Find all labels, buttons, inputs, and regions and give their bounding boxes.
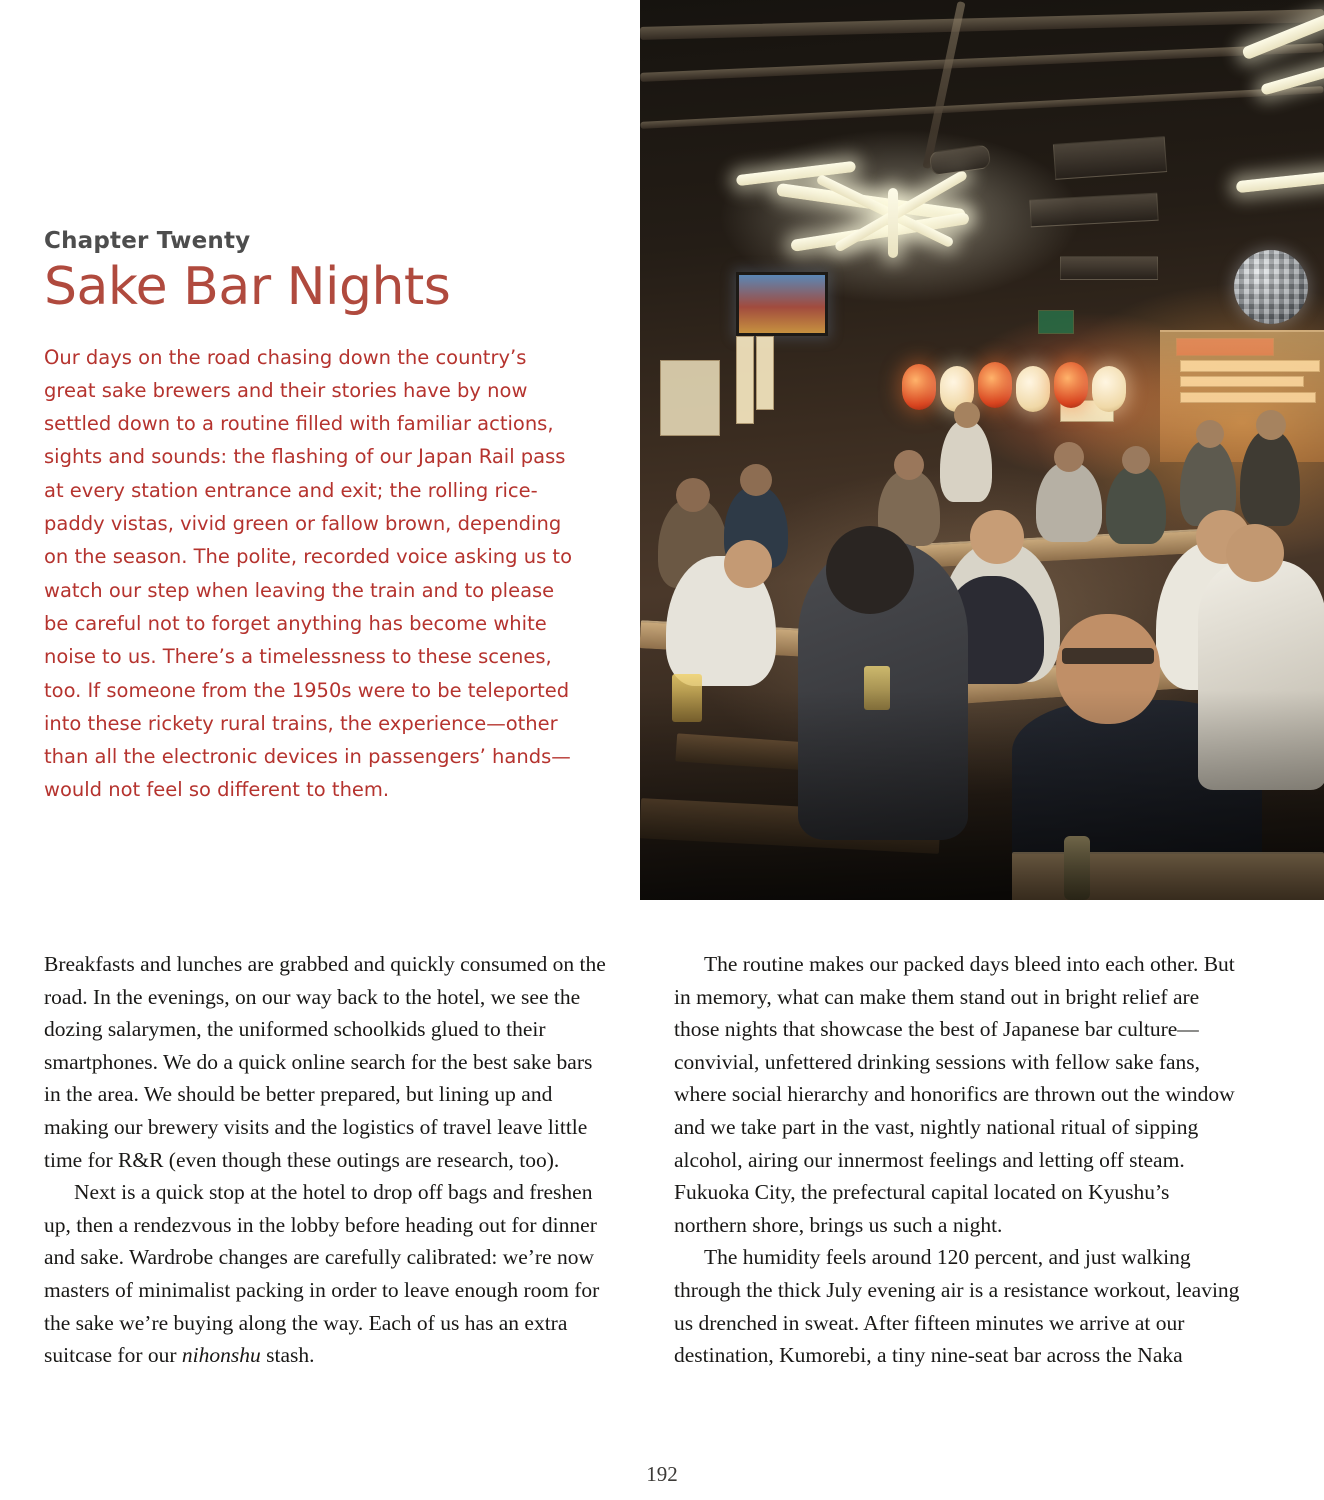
seated-patron	[1106, 466, 1166, 544]
paper-lantern	[1054, 362, 1088, 408]
chapter-label: Chapter Twenty	[44, 228, 251, 254]
body-text	[44, 948, 1280, 1372]
left-text-column	[44, 948, 612, 1372]
stall-signboard	[736, 336, 754, 424]
tv-monitor	[736, 272, 828, 336]
paper-lantern	[1092, 366, 1126, 412]
paper-lantern	[978, 362, 1012, 408]
chapter-lede-paragraph: Our days on the road chasing down the country’s great sake brewers and their stories have by now settled down to a routine filled with familiar actions, sights and sounds: the flashing of our Japan Rail pass at every station entrance and exit; the rolling rice-paddy vistas, vivid green or fallow brown, depending on the season. The polite, recorded voice asking us to watch our step when leaving the train and to please be careful not to forget anything has become white noise to us. There’s a timelessness to these scenes, too. If someone from the 1950s were to be teleported into these rickety rural trains, the experience—other than all the electronic devices in passengers’ hands—would not feel so different to them.	[44, 345, 573, 802]
photo-vignette	[640, 690, 1324, 900]
glasses	[1062, 648, 1154, 664]
patron-head	[676, 478, 710, 512]
seated-patron	[1036, 462, 1102, 542]
page-number: 192	[646, 1462, 678, 1486]
patron-head	[724, 540, 772, 588]
patron-head	[894, 450, 924, 480]
fluorescent-tube	[888, 188, 898, 258]
patron-head	[826, 526, 914, 614]
patron-head	[970, 510, 1024, 564]
mirror-ball	[1234, 250, 1308, 324]
right-text-column	[674, 948, 1242, 1372]
paragraph-text: Next is a quick stop at the hotel to drop off bags and freshen up, then a rendezvous in the lobby before heading out for dinner and sake. Wardrobe changes are carefully calibrated: we’re now masters of minimalist packing in order to leave enough room for the sake we’re buying along the way. Each of us has an extra suitcase for our	[44, 1180, 600, 1368]
paper-lantern	[902, 364, 936, 410]
staff-head	[954, 402, 980, 428]
chapter-title: Sake Bar Nights	[44, 257, 451, 317]
patron-head	[1054, 442, 1084, 472]
paragraph: The routine makes our packed days bleed into each other. But in memory, what can make them stand out in bright relief are those nights that showcase the best of Japanese bar culture—convivial, unfettered drinking sessions with fellow sake fans, where social hierarchy and honorifics are thrown out the window and we take part in the vast, nightly national ritual of sipping alcohol, airing our innermost feelings and letting off steam. Fukuoka City, the prefectural capital located on Kyushu’s northern shore, brings us such a night.	[674, 952, 1235, 1237]
paragraph	[44, 1176, 612, 1372]
italic-term: nihonshu	[181, 1343, 261, 1368]
patron-head	[1226, 524, 1284, 582]
wall-menu	[660, 360, 720, 436]
standing-patron	[1240, 430, 1300, 526]
exit-sign	[1038, 310, 1074, 334]
patron-head	[1196, 420, 1224, 448]
izakaya-photograph	[640, 0, 1324, 900]
paragraph: Breakfasts and lunches are grabbed and quickly consumed on the road. In the evenings, on our way back to the hotel, we see the dozing salarymen, the uniformed schoolkids glued to their smartphones. We do a quick online search for the best sake bars in the area. We should be better prepared, but lining up and making our brewery visits and the logistics of travel leave little time for R&R (even though these outings are research, too).	[44, 952, 606, 1172]
stall-signboard	[756, 336, 774, 410]
patron-head	[1256, 410, 1286, 440]
patron-head	[740, 464, 772, 496]
chapter-opener	[44, 228, 584, 807]
paper-lantern	[1016, 366, 1050, 412]
paragraph: The humidity feels around 120 percent, and just walking through the thick July evening air is a resistance workout, leaving us drenched in sweat. After fifteen minutes we arrive at our destination, Kumorebi, a tiny nine-seat bar across the Naka	[674, 1245, 1240, 1368]
ceiling-vent	[1060, 256, 1158, 280]
paragraph-text: stash.	[260, 1343, 315, 1368]
standing-staff	[940, 420, 992, 502]
patron-head	[1122, 446, 1150, 474]
food-stall-front	[1160, 330, 1324, 462]
